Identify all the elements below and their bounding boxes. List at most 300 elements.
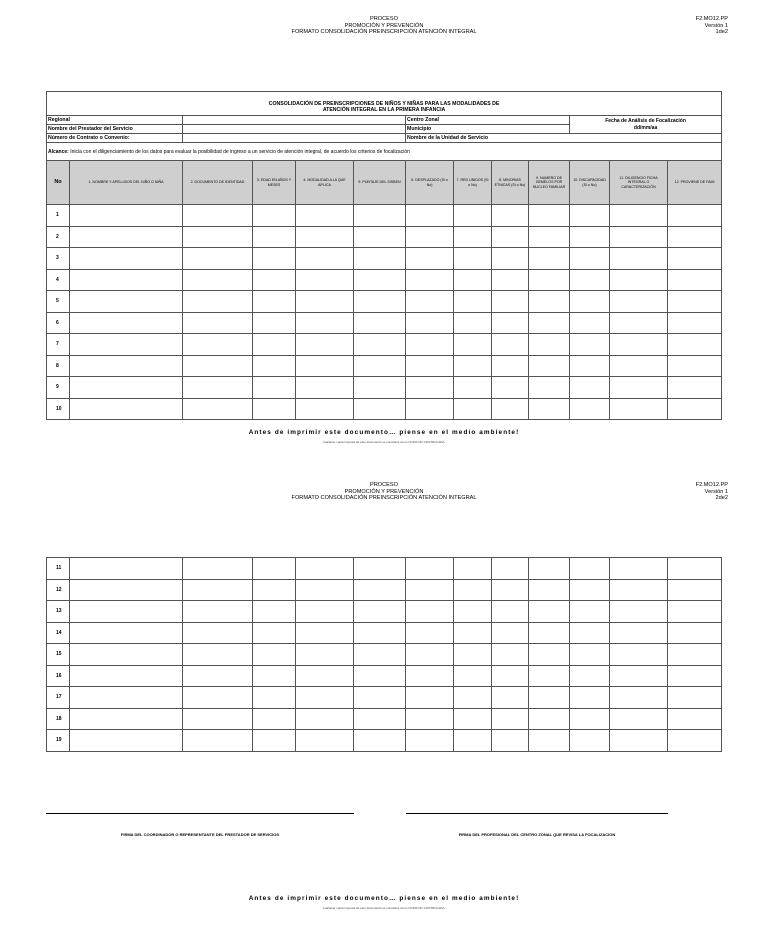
row-cell[interactable]	[406, 248, 454, 270]
row-cell[interactable]	[253, 558, 296, 580]
row-cell[interactable]	[354, 730, 406, 752]
row-cell[interactable]	[610, 355, 668, 377]
row-cell[interactable]	[253, 248, 296, 270]
row-cell[interactable]	[354, 601, 406, 623]
row-cell[interactable]	[492, 665, 529, 687]
row-cell[interactable]	[454, 644, 492, 666]
row-cell[interactable]	[492, 398, 529, 420]
row-cell[interactable]	[454, 226, 492, 248]
row-cell[interactable]	[492, 291, 529, 313]
row-cell[interactable]	[668, 377, 722, 399]
row-cell[interactable]	[454, 687, 492, 709]
row-number: 19	[47, 730, 70, 752]
row-cell[interactable]	[454, 248, 492, 270]
col-header-no: No	[47, 161, 70, 205]
row-number: 16	[47, 665, 70, 687]
contrato-field[interactable]	[183, 134, 406, 143]
row-cell[interactable]	[668, 312, 722, 334]
row-cell[interactable]	[354, 622, 406, 644]
row-cell[interactable]	[529, 644, 570, 666]
row-cell[interactable]	[406, 312, 454, 334]
col-header-sisben: 5. PUNTAJE DEL SISBEN	[354, 161, 406, 205]
row-cell[interactable]	[529, 355, 570, 377]
table-row	[47, 398, 722, 420]
col-header-documento: 2. DOCUMENTO DE IDENTIDAD	[183, 161, 253, 205]
row-cell[interactable]	[296, 622, 354, 644]
row-cell[interactable]	[406, 334, 454, 356]
row-cell[interactable]	[529, 312, 570, 334]
row-cell[interactable]	[354, 708, 406, 730]
row-cell[interactable]	[454, 579, 492, 601]
row-cell[interactable]	[354, 312, 406, 334]
row-cell[interactable]	[610, 665, 668, 687]
row-number: 14	[47, 622, 70, 644]
row-number: 15	[47, 644, 70, 666]
header-page: 2de2	[715, 495, 728, 502]
row-cell[interactable]	[183, 730, 253, 752]
row-cell[interactable]	[70, 312, 183, 334]
row-cell[interactable]	[253, 312, 296, 334]
row-cell[interactable]	[70, 708, 183, 730]
row-cell[interactable]	[529, 622, 570, 644]
col-header-discapacidad: 10. DISCAPACIDAD (Si o No)	[570, 161, 610, 205]
row-cell[interactable]	[529, 248, 570, 270]
row-cell[interactable]	[529, 291, 570, 313]
row-cell[interactable]	[668, 355, 722, 377]
row-cell[interactable]	[183, 226, 253, 248]
row-cell[interactable]	[183, 644, 253, 666]
row-cell[interactable]	[610, 708, 668, 730]
table-row	[47, 730, 722, 752]
row-cell[interactable]	[454, 622, 492, 644]
row-cell[interactable]	[529, 730, 570, 752]
row-cell[interactable]	[454, 334, 492, 356]
row-cell[interactable]	[610, 622, 668, 644]
row-cell[interactable]	[570, 665, 610, 687]
row-cell[interactable]	[296, 205, 354, 227]
row-cell[interactable]	[354, 377, 406, 399]
row-cell[interactable]	[492, 377, 529, 399]
row-cell[interactable]	[668, 226, 722, 248]
row-cell[interactable]	[354, 687, 406, 709]
row-cell[interactable]	[406, 269, 454, 291]
row-cell[interactable]	[610, 269, 668, 291]
row-cell[interactable]	[454, 205, 492, 227]
table-row	[47, 687, 722, 709]
row-cell[interactable]	[354, 579, 406, 601]
row-number: 3	[47, 248, 70, 270]
header-code: F2.MO12.PP	[695, 16, 728, 22]
row-cell[interactable]	[253, 205, 296, 227]
row-cell[interactable]	[610, 205, 668, 227]
row-cell[interactable]	[70, 622, 183, 644]
row-cell[interactable]	[570, 334, 610, 356]
row-cell[interactable]	[529, 226, 570, 248]
page1-header-center	[0, 16, 768, 36]
row-cell[interactable]	[529, 687, 570, 709]
row-cell[interactable]	[610, 687, 668, 709]
row-cell[interactable]	[354, 644, 406, 666]
table-row	[47, 269, 722, 291]
row-cell[interactable]	[668, 644, 722, 666]
row-cell[interactable]	[183, 579, 253, 601]
row-cell[interactable]	[492, 205, 529, 227]
row-cell[interactable]	[668, 334, 722, 356]
row-cell[interactable]	[610, 334, 668, 356]
row-cell[interactable]	[570, 291, 610, 313]
row-cell[interactable]	[454, 558, 492, 580]
header-format-title: FORMATO CONSOLIDACIÓN PREINSCRIPCIÓN ATENCIÓN INTEGRAL	[291, 495, 477, 502]
header-page: 1de2	[715, 29, 728, 36]
row-cell[interactable]	[296, 579, 354, 601]
row-cell[interactable]	[183, 312, 253, 334]
row-cell[interactable]	[183, 687, 253, 709]
row-cell[interactable]	[296, 708, 354, 730]
row-cell[interactable]	[183, 269, 253, 291]
table-row	[47, 291, 722, 313]
row-cell[interactable]	[406, 355, 454, 377]
table-row	[47, 558, 722, 580]
row-cell[interactable]	[570, 377, 610, 399]
row-cell[interactable]	[183, 622, 253, 644]
row-cell[interactable]	[668, 665, 722, 687]
row-cell[interactable]	[406, 205, 454, 227]
row-cell[interactable]	[70, 226, 183, 248]
row-cell[interactable]	[406, 558, 454, 580]
row-cell[interactable]	[70, 601, 183, 623]
row-cell[interactable]	[454, 601, 492, 623]
row-cell[interactable]	[406, 622, 454, 644]
row-cell[interactable]	[570, 248, 610, 270]
row-cell[interactable]	[253, 269, 296, 291]
row-cell[interactable]	[253, 355, 296, 377]
row-cell[interactable]	[454, 312, 492, 334]
row-cell[interactable]	[492, 622, 529, 644]
row-cell[interactable]	[610, 644, 668, 666]
row-cell[interactable]	[354, 205, 406, 227]
row-cell[interactable]	[570, 644, 610, 666]
row-cell[interactable]	[668, 248, 722, 270]
row-cell[interactable]	[70, 579, 183, 601]
row-cell[interactable]	[406, 226, 454, 248]
col-header-nombre: 1. NOMBRE Y APELLIDOS DEL NIÑO O NIÑA	[70, 161, 183, 205]
row-cell[interactable]	[454, 291, 492, 313]
row-cell[interactable]	[454, 355, 492, 377]
row-cell[interactable]	[406, 730, 454, 752]
row-cell[interactable]	[296, 248, 354, 270]
row-cell[interactable]	[70, 398, 183, 420]
row-cell[interactable]	[492, 248, 529, 270]
row-cell[interactable]	[183, 248, 253, 270]
row-cell[interactable]	[668, 269, 722, 291]
row-number: 6	[47, 312, 70, 334]
row-cell[interactable]	[354, 226, 406, 248]
row-cell[interactable]	[570, 687, 610, 709]
row-cell[interactable]	[296, 558, 354, 580]
row-cell[interactable]	[529, 665, 570, 687]
row-number: 10	[47, 398, 70, 420]
row-cell[interactable]	[70, 334, 183, 356]
contrato-label: Número de Contrato o Convenio:	[47, 134, 183, 143]
row-cell[interactable]	[610, 398, 668, 420]
row-cell[interactable]	[354, 665, 406, 687]
row-cell[interactable]	[183, 601, 253, 623]
row-cell[interactable]	[570, 355, 610, 377]
row-cell[interactable]	[183, 205, 253, 227]
row-cell[interactable]	[183, 291, 253, 313]
row-cell[interactable]	[406, 291, 454, 313]
row-cell[interactable]	[296, 226, 354, 248]
preinscription-table-page2	[46, 557, 722, 752]
row-cell[interactable]	[183, 334, 253, 356]
row-cell[interactable]	[529, 708, 570, 730]
row-cell[interactable]	[70, 665, 183, 687]
row-cell[interactable]	[454, 377, 492, 399]
row-cell[interactable]	[454, 398, 492, 420]
row-cell[interactable]	[529, 377, 570, 399]
table-row	[47, 248, 722, 270]
row-cell[interactable]	[492, 355, 529, 377]
row-cell[interactable]	[610, 377, 668, 399]
row-cell[interactable]	[454, 665, 492, 687]
row-cell[interactable]	[354, 291, 406, 313]
header-version: Versión 1	[704, 488, 728, 495]
table-row	[47, 312, 722, 334]
row-cell[interactable]	[610, 601, 668, 623]
row-cell[interactable]	[296, 644, 354, 666]
prestador-field[interactable]	[183, 125, 406, 134]
row-cell[interactable]	[570, 312, 610, 334]
row-cell[interactable]	[253, 708, 296, 730]
row-cell[interactable]	[668, 291, 722, 313]
footer-main-page2: Antes de imprimir este documento… piense en el medio ambiente!	[248, 895, 520, 902]
table-row	[47, 644, 722, 666]
col-header-minorias: 8. MINORIAS ETNICAS (Si o No)	[492, 161, 529, 205]
row-cell[interactable]	[183, 665, 253, 687]
col-header-ficha: 11. DILIGENCIO FICHA INTEGRAL O CARACTERIZACIÓN	[610, 161, 668, 205]
row-cell[interactable]	[570, 579, 610, 601]
row-cell[interactable]	[570, 601, 610, 623]
row-cell[interactable]	[406, 398, 454, 420]
row-cell[interactable]	[668, 579, 722, 601]
row-cell[interactable]	[253, 398, 296, 420]
row-cell[interactable]	[492, 644, 529, 666]
row-cell[interactable]	[529, 579, 570, 601]
row-cell[interactable]	[529, 334, 570, 356]
col-header-edad: 3. EDAD EN AÑOS Y MESES	[253, 161, 296, 205]
row-cell[interactable]	[668, 205, 722, 227]
row-number: 1	[47, 205, 70, 227]
row-cell[interactable]	[354, 334, 406, 356]
row-cell[interactable]	[296, 601, 354, 623]
row-cell[interactable]	[492, 558, 529, 580]
row-cell[interactable]	[354, 398, 406, 420]
header-version: Versión 1	[704, 22, 728, 29]
unidad-servicio-label: Nombre de la Unidad de Servicio	[406, 134, 722, 143]
row-cell[interactable]	[492, 312, 529, 334]
row-cell[interactable]	[668, 730, 722, 752]
prestador-label: Nombre del Prestador del Servicio	[47, 125, 183, 134]
row-cell[interactable]	[570, 622, 610, 644]
regional-label: Regional	[47, 116, 183, 125]
row-cell[interactable]	[492, 226, 529, 248]
row-cell[interactable]	[183, 398, 253, 420]
row-cell[interactable]	[296, 665, 354, 687]
row-cell[interactable]	[296, 377, 354, 399]
row-cell[interactable]	[406, 687, 454, 709]
row-number: 5	[47, 291, 70, 313]
row-cell[interactable]	[183, 708, 253, 730]
table-row	[47, 622, 722, 644]
regional-field[interactable]	[183, 116, 406, 125]
row-cell[interactable]	[296, 730, 354, 752]
header-process: PROCESO	[370, 482, 398, 488]
row-cell[interactable]	[406, 665, 454, 687]
row-cell[interactable]	[253, 665, 296, 687]
row-cell[interactable]	[253, 730, 296, 752]
row-cell[interactable]	[253, 622, 296, 644]
row-cell[interactable]	[570, 269, 610, 291]
alcance-text: Inicia con el diligenciamiento de los datos para evaluar la posibilidad de ingreso a un servicio de atención integral, de acuerdo los criterios de focalización	[70, 148, 410, 155]
row-number: 18	[47, 708, 70, 730]
row-cell[interactable]	[610, 291, 668, 313]
row-cell[interactable]	[253, 601, 296, 623]
page1-header-right	[696, 16, 728, 36]
row-cell[interactable]	[454, 708, 492, 730]
row-cell[interactable]	[492, 579, 529, 601]
col-header-red-unidos: 7. RED UNIDOS (Si o No)	[454, 161, 492, 205]
row-cell[interactable]	[296, 291, 354, 313]
row-cell[interactable]	[354, 355, 406, 377]
row-cell[interactable]	[570, 205, 610, 227]
row-cell[interactable]	[70, 205, 183, 227]
row-cell[interactable]	[183, 377, 253, 399]
page2-header-center	[0, 482, 768, 502]
row-cell[interactable]	[253, 377, 296, 399]
row-cell[interactable]	[529, 558, 570, 580]
row-cell[interactable]	[610, 730, 668, 752]
row-cell[interactable]	[296, 355, 354, 377]
row-cell[interactable]	[70, 248, 183, 270]
row-number: 2	[47, 226, 70, 248]
row-cell[interactable]	[492, 730, 529, 752]
alcance-row	[47, 143, 722, 161]
row-cell[interactable]	[354, 558, 406, 580]
row-cell[interactable]	[183, 355, 253, 377]
row-cell[interactable]	[253, 579, 296, 601]
row-cell[interactable]	[406, 579, 454, 601]
row-cell[interactable]	[570, 730, 610, 752]
row-cell[interactable]	[610, 248, 668, 270]
row-cell[interactable]	[406, 708, 454, 730]
row-cell[interactable]	[492, 601, 529, 623]
row-cell[interactable]	[296, 312, 354, 334]
row-cell[interactable]	[570, 226, 610, 248]
row-cell[interactable]	[406, 644, 454, 666]
row-cell[interactable]	[70, 558, 183, 580]
row-cell[interactable]	[354, 248, 406, 270]
row-cell[interactable]	[296, 269, 354, 291]
row-cell[interactable]	[253, 687, 296, 709]
row-cell[interactable]	[570, 398, 610, 420]
row-cell[interactable]	[668, 601, 722, 623]
col-header-desplazado: 6. DESPLAZADO (Si o No)	[406, 161, 454, 205]
row-cell[interactable]	[492, 687, 529, 709]
row-cell[interactable]	[529, 269, 570, 291]
row-cell[interactable]	[253, 226, 296, 248]
row-cell[interactable]	[492, 334, 529, 356]
row-cell[interactable]	[529, 601, 570, 623]
row-cell[interactable]	[570, 558, 610, 580]
row-cell[interactable]	[610, 226, 668, 248]
page2-header-right	[696, 482, 728, 502]
row-cell[interactable]	[610, 558, 668, 580]
row-cell[interactable]	[253, 291, 296, 313]
row-cell[interactable]	[454, 730, 492, 752]
table-row	[47, 579, 722, 601]
header-area: PROMOCIÓN Y PREVENCIÓN	[344, 488, 424, 495]
row-cell[interactable]	[668, 708, 722, 730]
row-cell[interactable]	[668, 558, 722, 580]
row-cell[interactable]	[296, 687, 354, 709]
row-cell[interactable]	[183, 558, 253, 580]
row-cell[interactable]	[406, 601, 454, 623]
row-cell[interactable]	[492, 269, 529, 291]
row-cell[interactable]	[253, 334, 296, 356]
form-title-line2: ATENCIÓN INTEGRAL EN LA PRIMERA INFANCIA	[322, 107, 446, 113]
row-cell[interactable]	[70, 377, 183, 399]
table-row	[47, 708, 722, 730]
row-cell[interactable]	[668, 622, 722, 644]
row-cell[interactable]	[70, 269, 183, 291]
row-number: 17	[47, 687, 70, 709]
row-cell[interactable]	[70, 291, 183, 313]
fecha-format[interactable]: dd/mm/aa	[633, 124, 658, 131]
footer-small-page1: Cualquier copia impresa de este documento se considera como COPIA NO CONTROLADA.	[322, 440, 446, 444]
row-number: 9	[47, 377, 70, 399]
row-cell[interactable]	[610, 579, 668, 601]
row-cell[interactable]	[253, 644, 296, 666]
municipio-label: Municipio	[406, 125, 570, 134]
row-cell[interactable]	[296, 334, 354, 356]
row-cell[interactable]	[529, 398, 570, 420]
row-cell[interactable]	[70, 355, 183, 377]
row-cell[interactable]	[296, 398, 354, 420]
header-area: PROMOCIÓN Y PREVENCIÓN	[344, 22, 424, 29]
row-cell[interactable]	[610, 312, 668, 334]
table-row	[47, 205, 722, 227]
table-row	[47, 665, 722, 687]
row-number: 4	[47, 269, 70, 291]
row-number: 7	[47, 334, 70, 356]
row-cell[interactable]	[406, 377, 454, 399]
row-cell[interactable]	[454, 269, 492, 291]
row-cell[interactable]	[570, 708, 610, 730]
row-number: 11	[47, 558, 70, 580]
column-header-row	[47, 161, 722, 205]
header-format-title: FORMATO CONSOLIDACIÓN PREINSCRIPCIÓN ATENCIÓN INTEGRAL	[291, 29, 477, 36]
row-cell[interactable]	[70, 644, 183, 666]
row-cell[interactable]	[492, 708, 529, 730]
row-number: 13	[47, 601, 70, 623]
row-cell[interactable]	[529, 205, 570, 227]
row-cell[interactable]	[668, 398, 722, 420]
row-cell[interactable]	[70, 730, 183, 752]
row-cell[interactable]	[354, 269, 406, 291]
row-cell[interactable]	[668, 687, 722, 709]
row-cell[interactable]	[70, 687, 183, 709]
alcance-label: Alcance:	[48, 148, 69, 155]
